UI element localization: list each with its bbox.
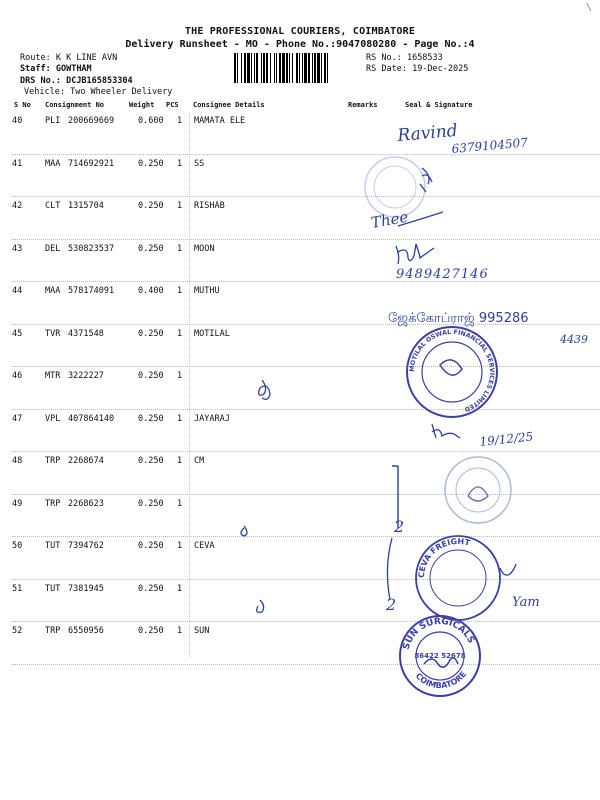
barcode-bar: [327, 53, 328, 83]
route-line: [20, 53, 117, 63]
barcode-bar: [251, 53, 252, 83]
cell-pcs: 1: [177, 541, 183, 551]
cell-consignee: JAYARAJ: [194, 413, 230, 424]
barcode-bar: [317, 53, 320, 83]
barcode-bar: [261, 53, 262, 83]
cell-consignee: MOON: [194, 243, 215, 254]
cell-pcs: 1: [177, 583, 183, 594]
staff-label: Staff:: [20, 64, 51, 74]
table-row: [12, 495, 600, 538]
drs-value: DCJB165853304: [66, 76, 133, 86]
col-pcs: PCS: [166, 101, 179, 109]
table-row: [12, 452, 600, 495]
cell-pcs: 1: [177, 626, 183, 636]
cell-consignment-prefix: TUT: [45, 541, 61, 551]
barcode-bar: [302, 53, 303, 83]
barcode-bar: [321, 53, 322, 83]
barcode: [234, 53, 364, 83]
table-row: [12, 410, 600, 453]
barcode-bar: [312, 53, 313, 83]
barcode-bar: [234, 53, 236, 83]
cell-weight: 0.250: [138, 328, 164, 339]
cell-consignment-number: 6550956: [68, 626, 104, 636]
cell-consignment-number: 2268674: [68, 456, 104, 466]
barcode-bar: [286, 53, 288, 83]
barcode-bar: [247, 53, 250, 83]
route-label: Route:: [20, 53, 51, 63]
cell-sno: 50: [12, 541, 23, 551]
company-title: THE PROFESSIONAL COURIERS, COIMBATORE: [184, 26, 416, 37]
cell-consignee: CEVA: [194, 541, 215, 551]
cell-consignment-prefix: VPL: [45, 413, 61, 424]
cell-sno: 46: [12, 371, 23, 381]
barcode-bar: [274, 53, 275, 83]
staff-value: GOWTHAM: [55, 64, 92, 74]
barcode-bar: [276, 53, 277, 83]
drs-label: DRS No.:: [20, 76, 61, 86]
mark-row-50: 2: [394, 517, 405, 536]
cell-consignment-prefix: DEL: [45, 243, 61, 254]
cell-pcs: 1: [177, 371, 183, 381]
stamp-motilal-text: MOTILAL OSWAL FINANCIAL SERVICES LIMITED: [408, 328, 496, 413]
cell-sno: 45: [12, 328, 23, 339]
cell-consignment-number: 2268623: [68, 498, 104, 509]
barcode-bar: [279, 53, 281, 83]
table-row: [12, 580, 600, 623]
cell-pcs: 1: [177, 413, 183, 424]
cell-consignee: RISHAB: [194, 201, 225, 211]
barcode-bar: [289, 53, 290, 83]
col-sno: S No: [14, 101, 31, 109]
cell-pcs: 1: [177, 286, 183, 296]
cell-weight: 0.250: [138, 583, 164, 594]
barcode-bar: [292, 53, 293, 83]
cell-sno: 42: [12, 201, 23, 211]
cell-pcs: 1: [177, 201, 183, 211]
cell-consignment-prefix: TRP: [45, 498, 61, 509]
runsheet-subtitle: Delivery Runsheet - MO - Phone No.:9047080280 - Page No.:4: [125, 39, 475, 50]
cell-consignment-prefix: TRP: [45, 626, 61, 636]
cell-consignment-prefix: PLI: [45, 116, 61, 126]
cell-consignment-prefix: CLT: [45, 201, 61, 211]
runsheet-table: [12, 112, 600, 665]
cell-pcs: 1: [177, 243, 183, 254]
barcode-bar: [254, 53, 255, 83]
barcode-bar: [263, 53, 265, 83]
table-row: [12, 197, 600, 240]
barcode-bar: [256, 53, 258, 83]
col-remarks: Remarks: [348, 101, 378, 109]
cell-consignment-number: 714692921: [68, 158, 115, 169]
table-row: [12, 112, 600, 155]
cell-pcs: 1: [177, 116, 183, 126]
cell-weight: 0.250: [138, 626, 164, 636]
cell-pcs: 1: [177, 498, 183, 509]
stamp-sun-code: 86422 52678: [414, 652, 466, 660]
table-row: [12, 240, 600, 283]
col-consignee: Consignee Details: [193, 101, 265, 109]
col-seal-signature: Seal & Signature: [405, 101, 473, 109]
col-weight: Weight: [129, 101, 155, 109]
cell-sno: 52: [12, 626, 23, 636]
cell-consignment-number: 1315704: [68, 201, 104, 211]
cell-sno: 44: [12, 286, 23, 296]
table-row: [12, 622, 600, 665]
cell-sno: 51: [12, 583, 23, 594]
signature-row-45: ஜேக்கோப்ராஜ் 995286: [388, 311, 529, 326]
cell-sno: 41: [12, 158, 23, 169]
cell-consignment-number: 530823537: [68, 243, 115, 254]
cell-consignment-number: 7394762: [68, 541, 104, 551]
col-consignment: Consignment No: [45, 101, 105, 109]
barcode-bar: [244, 53, 246, 83]
phone-row-40: 6379104507: [451, 135, 529, 156]
rs-date-line: [366, 64, 468, 74]
drs-line: [20, 76, 133, 86]
stamp-sun-city: COIMBATORE: [413, 669, 469, 691]
barcode-bar: [241, 53, 242, 83]
cell-consignment-prefix: MTR: [45, 371, 61, 381]
table-row: [12, 537, 600, 580]
cell-weight: 0.400: [138, 286, 164, 296]
cell-weight: 0.250: [138, 541, 164, 551]
cell-weight: 0.250: [138, 243, 164, 254]
barcode-bar: [324, 53, 326, 83]
cell-consignment-number: 7381945: [68, 583, 104, 594]
cell-weight: 0.250: [138, 413, 164, 424]
cell-consignee: SUN: [194, 626, 210, 636]
rs-no-value: 1658533: [406, 53, 443, 63]
cell-sno: 43: [12, 243, 23, 254]
date-row-47: 19/12/25: [478, 429, 534, 449]
table-row: [12, 155, 600, 198]
stamp-sun-name: SUN SURGICALS: [401, 616, 476, 651]
staff-line: [20, 64, 92, 74]
cell-pcs: 1: [177, 328, 183, 339]
vehicle-label: Vehicle:: [24, 87, 65, 97]
barcode-bar: [270, 53, 271, 83]
barcode-bar: [296, 53, 298, 83]
cell-sno: 49: [12, 498, 23, 509]
vehicle-line: [24, 87, 172, 97]
cell-consignment-prefix: TUT: [45, 583, 61, 594]
table-row: [12, 367, 600, 410]
cell-weight: 0.250: [138, 158, 164, 169]
svg-text:COIMBATORE: [414, 670, 468, 690]
cell-consignee: CM: [194, 456, 205, 466]
stamp-ceva-text: CEVA FREIGHT: [416, 536, 472, 579]
cell-sno: 47: [12, 413, 23, 424]
table-row: [12, 325, 600, 368]
cell-consignment-number: 578174091: [68, 286, 115, 296]
cell-consignee: MUTHU: [194, 286, 220, 296]
rs-date-value: 19-Dec-2025: [412, 64, 469, 74]
cell-consignee: MOTILAL: [194, 328, 230, 339]
cell-weight: 0.250: [138, 371, 164, 381]
cell-weight: 0.250: [138, 498, 164, 509]
cell-pcs: 1: [177, 456, 183, 466]
barcode-bar: [299, 53, 300, 83]
cell-weight: 0.250: [138, 456, 164, 466]
barcode-bar: [237, 53, 238, 83]
cell-weight: 0.250: [138, 201, 164, 211]
corner-mark: \: [585, 2, 592, 13]
rs-date-label: RS Date:: [366, 64, 407, 74]
barcode-bar: [308, 53, 310, 83]
cell-sno: 48: [12, 456, 23, 466]
signature-row-40: Ravind: [396, 120, 459, 146]
phone-row-43: 9489427146: [396, 267, 489, 282]
cell-consignment-number: 3222227: [68, 371, 104, 381]
cell-consignment-prefix: MAA: [45, 158, 61, 169]
barcode-bar: [304, 53, 307, 83]
rs-no-line: [366, 53, 443, 63]
cell-consignment-number: 200669669: [68, 116, 115, 126]
table-row: [12, 282, 600, 325]
cell-consignment-number: 4371548: [68, 328, 104, 339]
barcode-bar: [314, 53, 316, 83]
cell-consignee: SS: [194, 158, 205, 169]
cell-weight: 0.600: [138, 116, 164, 126]
cell-consignee: MAMATA ELE: [194, 116, 246, 126]
barcode-bar: [282, 53, 285, 83]
cell-consignment-prefix: TVR: [45, 328, 61, 339]
signature-row-52: Yam: [512, 595, 540, 610]
route-value: K K LINE AVN: [55, 53, 118, 63]
mark-row-51: 2: [386, 595, 397, 614]
signature-row-45-cont: 4439: [560, 333, 588, 346]
cell-pcs: 1: [177, 158, 183, 169]
cell-sno: 40: [12, 116, 23, 126]
cell-consignment-prefix: MAA: [45, 286, 61, 296]
cell-consignment-number: 407864140: [68, 413, 115, 424]
barcode-bar: [266, 53, 268, 83]
rs-no-label: RS No.:: [366, 53, 402, 63]
signature-row-42: Thee: [369, 207, 410, 232]
vehicle-value: Two Wheeler Delivery: [70, 87, 173, 97]
cell-consignment-prefix: TRP: [45, 456, 61, 466]
